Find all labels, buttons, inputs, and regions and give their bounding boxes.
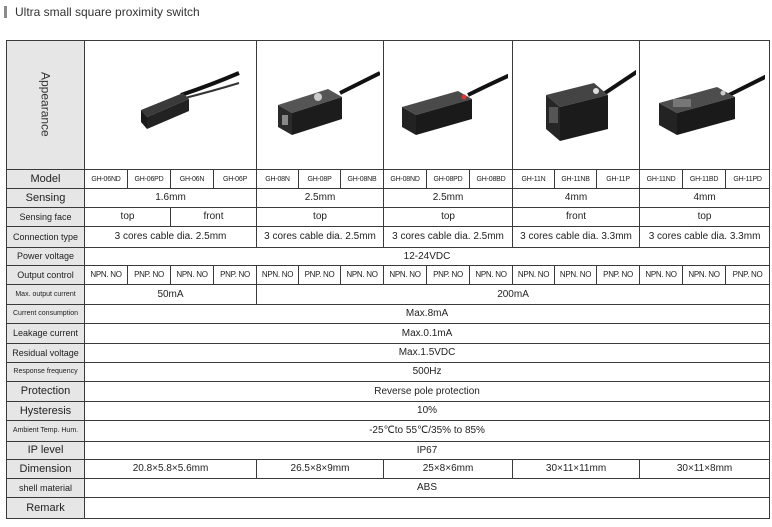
product-photo-08d	[384, 41, 513, 170]
row-sensing	[7, 189, 770, 208]
product-photo-11d	[640, 41, 770, 170]
sensor-image-08	[260, 55, 380, 155]
sensing-cell: 2.5mm	[384, 189, 513, 208]
shell-material-cell: ABS	[85, 479, 770, 498]
header-max-output-current: Max. output current	[7, 285, 85, 305]
row-connection-type	[7, 227, 770, 248]
connection-cell: 3 cores cable dia. 3.3mm	[640, 227, 770, 248]
header-power-voltage: Power voltage	[7, 248, 85, 266]
header-protection: Protection	[7, 382, 85, 402]
model-cell: GH-11BD	[683, 170, 726, 189]
row-response-frequency	[7, 363, 770, 382]
model-cell: GH-08PD	[427, 170, 470, 189]
row-max-output-current	[7, 285, 770, 305]
header-connection-type: Connection type	[7, 227, 85, 248]
model-cell: GH-11P	[597, 170, 640, 189]
header-ip-level: IP level	[7, 442, 85, 460]
header-appearance	[7, 41, 85, 170]
dimension-cell: 25×8×6mm	[384, 460, 513, 479]
model-cell: GH-06ND	[85, 170, 128, 189]
dimension-cell: 26.5×8×9mm	[257, 460, 384, 479]
row-dimension	[7, 460, 770, 479]
output-control-cell: NPN. NO	[384, 266, 427, 285]
model-cell: GH-08P	[299, 170, 341, 189]
ip-level-cell: IP67	[85, 442, 770, 460]
row-shell-material	[7, 479, 770, 498]
model-cell: GH-06N	[171, 170, 214, 189]
connection-cell: 3 cores cable dia. 2.5mm	[85, 227, 257, 248]
row-ambient	[7, 421, 770, 442]
output-control-cell: NPN. NO	[513, 266, 555, 285]
row-residual-voltage	[7, 344, 770, 363]
output-control-cell: NPN. NO	[341, 266, 384, 285]
title-text: Ultra small square proximity switch	[15, 5, 200, 19]
model-cell: GH-11PD	[726, 170, 770, 189]
header-sensing: Sensing	[7, 189, 85, 208]
current-consumption-cell: Max.8mA	[85, 305, 770, 324]
model-cell: GH-06PD	[128, 170, 171, 189]
connection-cell: 3 cores cable dia. 3.3mm	[513, 227, 640, 248]
output-control-cell: NPN. NO	[85, 266, 128, 285]
model-cell: GH-08NB	[341, 170, 384, 189]
sensing-cell: 2.5mm	[257, 189, 384, 208]
output-control-cell: PNP. NO	[726, 266, 770, 285]
page-title	[4, 4, 200, 20]
sensing-cell: 1.6mm	[85, 189, 257, 208]
output-control-cell: NPN. NO	[257, 266, 299, 285]
output-control-cell: NPN. NO	[683, 266, 726, 285]
header-sensing-face: Sensing face	[7, 208, 85, 227]
output-control-cell: PNP. NO	[128, 266, 171, 285]
response-frequency-cell: 500Hz	[85, 363, 770, 382]
row-ip-level	[7, 442, 770, 460]
model-cell: GH-08BD	[470, 170, 513, 189]
output-control-cell: PNP. NO	[299, 266, 341, 285]
model-cell: GH-11N	[513, 170, 555, 189]
row-appearance	[7, 41, 770, 170]
leakage-current-cell: Max.0.1mA	[85, 324, 770, 344]
header-response-frequency: Response frequency	[7, 363, 85, 382]
row-output-control	[7, 266, 770, 285]
product-photo-06	[85, 41, 257, 170]
model-cell: GH-11ND	[640, 170, 683, 189]
header-residual-voltage: Residual voltage	[7, 344, 85, 363]
row-sensing-face	[7, 208, 770, 227]
header-remark: Remark	[7, 498, 85, 519]
output-control-cell: PNP. NO	[597, 266, 640, 285]
product-photo-08	[257, 41, 384, 170]
dimension-cell: 30×11×8mm	[640, 460, 770, 479]
header-dimension: Dimension	[7, 460, 85, 479]
sensing-face-cell: top	[85, 208, 171, 227]
connection-cell: 3 cores cable dia. 2.5mm	[257, 227, 384, 248]
sensor-image-06	[101, 55, 241, 155]
output-control-cell: NPN. NO	[640, 266, 683, 285]
sensor-image-11	[516, 55, 636, 155]
sensing-face-cell: front	[171, 208, 257, 227]
sensor-image-08d	[388, 55, 508, 155]
sensor-image-11d	[645, 55, 765, 155]
sensing-face-cell: top	[640, 208, 770, 227]
sensing-cell: 4mm	[513, 189, 640, 208]
title-marker	[4, 6, 7, 18]
row-current-consumption	[7, 305, 770, 324]
ambient-cell: -25℃to 55℃/35% to 85%	[85, 421, 770, 442]
model-cell: GH-06P	[214, 170, 257, 189]
output-control-cell: NPN. NO	[470, 266, 513, 285]
header-ambient: Ambient Temp. Hum.	[7, 421, 85, 442]
max-output-cell: 200mA	[257, 285, 770, 305]
model-cell: GH-08N	[257, 170, 299, 189]
dimension-cell: 20.8×5.8×5.6mm	[85, 460, 257, 479]
output-control-cell: PNP. NO	[214, 266, 257, 285]
header-hysteresis: Hysteresis	[7, 402, 85, 421]
product-photo-11	[513, 41, 640, 170]
row-protection	[7, 382, 770, 402]
header-current-consumption: Current consumption	[7, 305, 85, 324]
max-output-cell: 50mA	[85, 285, 257, 305]
sensing-face-cell: top	[384, 208, 513, 227]
spec-table	[6, 40, 770, 519]
row-model	[7, 170, 770, 189]
header-shell-material: shell material	[7, 479, 85, 498]
row-hysteresis	[7, 402, 770, 421]
row-power-voltage	[7, 248, 770, 266]
protection-cell: Reverse pole protection	[85, 382, 770, 402]
power-voltage-cell: 12-24VDC	[85, 248, 770, 266]
residual-voltage-cell: Max.1.5VDC	[85, 344, 770, 363]
appearance-label: Appearance	[38, 71, 53, 137]
hysteresis-cell: 10%	[85, 402, 770, 421]
sensing-face-cell: top	[257, 208, 384, 227]
row-remark	[7, 498, 770, 519]
header-leakage-current: Leakage current	[7, 324, 85, 344]
connection-cell: 3 cores cable dia. 2.5mm	[384, 227, 513, 248]
dimension-cell: 30×11×11mm	[513, 460, 640, 479]
output-control-cell: NPN. NO	[171, 266, 214, 285]
model-cell: GH-11NB	[555, 170, 597, 189]
header-model: Model	[7, 170, 85, 189]
row-leakage-current	[7, 324, 770, 344]
output-control-cell: PNP. NO	[427, 266, 470, 285]
header-output-control: Output control	[7, 266, 85, 285]
model-cell: GH-08ND	[384, 170, 427, 189]
sensing-cell: 4mm	[640, 189, 770, 208]
sensing-face-cell: front	[513, 208, 640, 227]
remark-cell	[85, 498, 770, 519]
output-control-cell: NPN. NO	[555, 266, 597, 285]
